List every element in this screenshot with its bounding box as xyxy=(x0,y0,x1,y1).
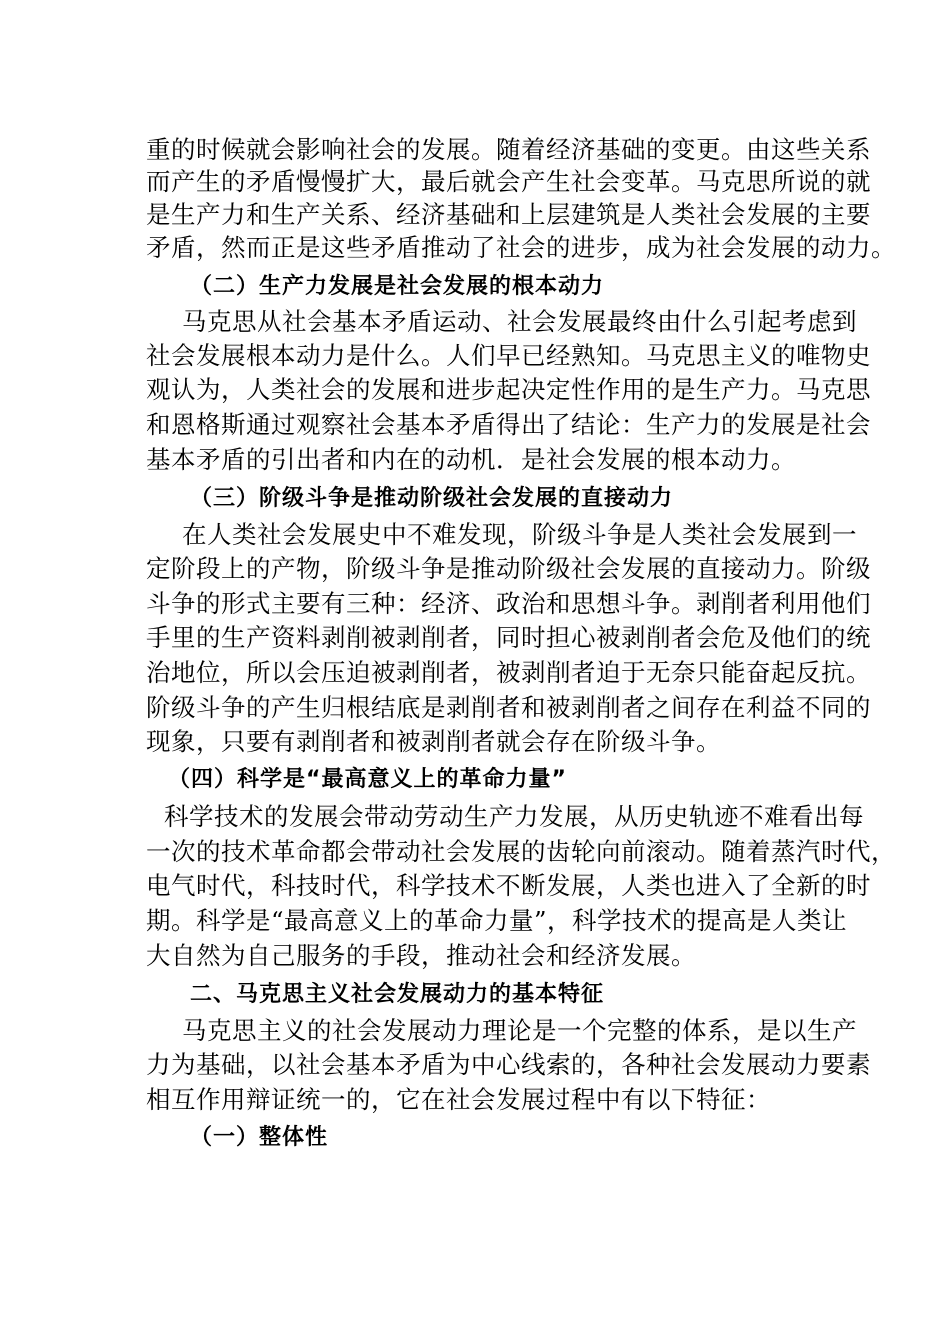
body-text-line: 定阶段上的产物，阶级斗争是推动阶级社会发展的直接动力。阶级 xyxy=(146,554,871,583)
body-text-line: 和恩格斯通过观察社会基本矛盾得出了结论：生产力的发展是社会 xyxy=(146,410,871,439)
section-heading: （四）科学是“最高意义上的革命力量” xyxy=(168,767,567,792)
body-text-line: 电气时代，科技时代，科学技术不断发展，人类也进入了全新的时 xyxy=(146,871,871,900)
section-heading: （三）阶级斗争是推动阶级社会发展的直接动力 xyxy=(190,486,674,511)
body-text-line: 观认为，人类社会的发展和进步起决定性作用的是生产力。马克思 xyxy=(146,375,871,404)
body-text-line: 而产生的矛盾慢慢扩大，最后就会产生社会变革。马克思所说的就 xyxy=(146,167,871,196)
section-heading: （二）生产力发展是社会发展的根本动力 xyxy=(190,274,605,299)
body-text-line: 社会发展根本动力是什么。人们早已经熟知。马克思主义的唯物史 xyxy=(146,341,871,370)
body-text-line: 力为基础，以社会基本矛盾为中心线索的，各种社会发展动力要素 xyxy=(146,1050,871,1079)
body-text-line: 是生产力和生产关系、经济基础和上层建筑是人类社会发展的主要 xyxy=(146,200,871,229)
body-text-line: 治地位，所以会压迫被剥削者，被剥削者迫于无奈只能奋起反抗。 xyxy=(146,658,871,687)
body-text-line: 马克思从社会基本矛盾运动、社会发展最终由什么引起考虑到 xyxy=(182,307,857,336)
section-heading: 二、马克思主义社会发展动力的基本特征 xyxy=(190,982,605,1007)
body-text-line: 斗争的形式主要有三种：经济、政治和思想斗争。剥削者利用他们 xyxy=(146,589,871,618)
body-text-line: 在人类社会发展史中不难发现，阶级斗争是人类社会发展到一 xyxy=(182,520,857,549)
body-text-line: 现象，只要有剥削者和被剥削者就会存在阶级斗争。 xyxy=(146,727,721,756)
section-heading: （一）整体性 xyxy=(190,1125,329,1150)
body-text-line: 手里的生产资料剥削被剥削者，同时担心被剥削者会危及他们的统 xyxy=(146,623,871,652)
body-text-line: 科学技术的发展会带动劳动生产力发展，从历史轨迹不难看出每 xyxy=(164,802,864,831)
body-text-line: 阶级斗争的产生归根结底是剥削者和被剥削者之间存在利益不同的 xyxy=(146,693,871,722)
body-text-line: 重的时候就会影响社会的发展。随着经济基础的变更。由这些关系 xyxy=(146,135,871,164)
body-text-line: 相互作用辩证统一的，它在社会发展过程中有以下特征： xyxy=(146,1085,771,1114)
body-text-line: 基本矛盾的引出者和内在的动机．是社会发展的根本动力。 xyxy=(146,445,796,474)
body-text-line: 马克思主义的社会发展动力理论是一个完整的体系，是以生产 xyxy=(182,1016,857,1045)
body-text-line: 大自然为自己服务的手段，推动社会和经济发展。 xyxy=(146,941,696,970)
body-text-line: 矛盾，然而正是这些矛盾推动了社会的进步，成为社会发展的动力。 xyxy=(146,233,896,262)
body-text-line: 期。科学是“最高意义上的革命力量”，科学技术的提高是人类让 xyxy=(146,906,848,935)
body-text-line: 一次的技术革命都会带动社会发展的齿轮向前滚动。随着蒸汽时代， xyxy=(146,837,896,866)
